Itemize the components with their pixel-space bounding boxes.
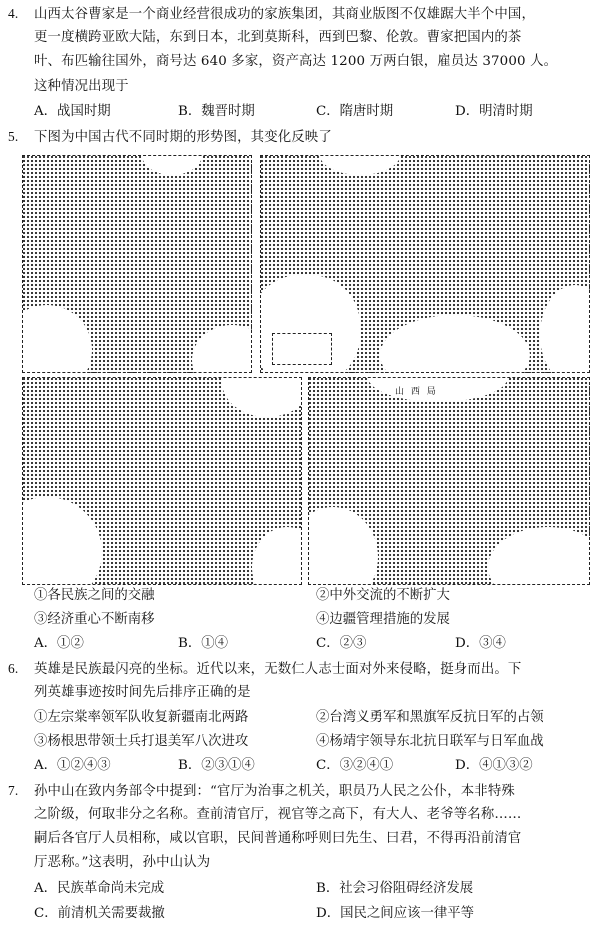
- q5-number: 5.: [8, 129, 19, 144]
- q6-option-c[interactable]: C．③②④①: [316, 758, 394, 773]
- q5-statement-3: ③经济重心不断南移: [34, 612, 155, 627]
- q6-number: 6.: [8, 661, 19, 676]
- q7-number: 7.: [8, 783, 19, 798]
- q4-number: 4.: [8, 6, 19, 21]
- q5-option-d[interactable]: D．③④: [455, 636, 506, 651]
- q6-option-d[interactable]: D．④①③②: [455, 758, 533, 773]
- q4-option-b[interactable]: B．魏晋时期: [178, 104, 255, 119]
- map-label: 山 西 局: [392, 387, 441, 397]
- q7-option-b[interactable]: B．社会习俗阻碍经济发展: [316, 881, 474, 896]
- q7-line-4: 厅恶称。”这表明，孙中山认为: [34, 855, 211, 870]
- q5-stem: 5. 下图为中国古代不同时期的形势图，其变化反映了: [8, 129, 332, 145]
- q4-option-c[interactable]: C．隋唐时期: [316, 104, 394, 119]
- q4-line-1: 4. 山西太谷曹家是一个商业经营很成功的家族集团，其商业版图不仅雄踞大半个中国，: [8, 6, 536, 22]
- q6-option-b[interactable]: B．②③①④: [178, 758, 255, 773]
- q7-line-3: 嗣后各官厅人员相称，咸以官职，民间普通称呼则曰先生、曰君，不得再沿前清官: [34, 831, 522, 846]
- q5-option-a[interactable]: A．①②: [34, 636, 84, 651]
- q5-option-c[interactable]: C．②③: [316, 636, 367, 651]
- map-inset-box: [272, 333, 332, 365]
- q7-option-d[interactable]: D．国民之间应该一律平等: [316, 906, 475, 921]
- q4-option-d[interactable]: D．明清时期: [455, 104, 533, 119]
- q6-line-1: 6. 英雄是民族最闪亮的坐标。近代以来，无数仁人志士面对外来侵略，挺身而出。下: [8, 661, 522, 677]
- q6-statement-3: ③杨根思带领士兵打退美军八次进攻: [34, 734, 249, 749]
- q7-line-2: 之阶级，何取非分之名称。查前清官厅，视官等之高下，有大人、老爷等名称……: [34, 807, 522, 822]
- q6-statement-1: ①左宗棠率领军队收复新疆南北两路: [34, 710, 249, 725]
- q5-option-b[interactable]: B．①④: [178, 636, 229, 651]
- q4-option-a[interactable]: A．战国时期: [34, 104, 111, 119]
- map-frame-4: [308, 377, 590, 585]
- q6-option-a[interactable]: A．①②④③: [34, 758, 111, 773]
- map-frame-3: [22, 377, 302, 585]
- q7-line-1: 7. 孙中山在致内务部令中提到：“官厅为治事之机关，职员乃人民之公仆，本非特殊: [8, 783, 515, 799]
- q4-line-3: 叶、布匹输往国外，商号达 640 多家，资产高达 1200 万两白银，雇员达 37000 人。: [34, 54, 558, 69]
- q4-line-2: 更一度横跨亚欧大陆，东到日本，北到莫斯科，西到巴黎、伦敦。曹家把国内的茶: [34, 30, 522, 45]
- q7-option-c[interactable]: C．前清机关需要裁撤: [34, 906, 165, 921]
- q7-option-a[interactable]: A．民族革命尚未完成: [34, 881, 165, 896]
- q6-statement-2: ②台湾义勇军和黑旗军反抗日军的占领: [316, 710, 544, 725]
- historical-maps-figure: [22, 155, 590, 585]
- q6-line-2: 列英雄事迹按时间先后排序正确的是: [34, 685, 251, 700]
- q5-statement-2: ②中外交流的不断扩大: [316, 588, 450, 603]
- q5-statement-1: ①各民族之间的交融: [34, 588, 155, 603]
- q5-statement-4: ④边疆管理措施的发展: [316, 612, 450, 627]
- q4-line-4: 这种情况出现于: [34, 79, 129, 94]
- map-frame-1: [22, 155, 252, 373]
- q6-statement-4: ④杨靖宇领导东北抗日联军与日军血战: [316, 734, 544, 749]
